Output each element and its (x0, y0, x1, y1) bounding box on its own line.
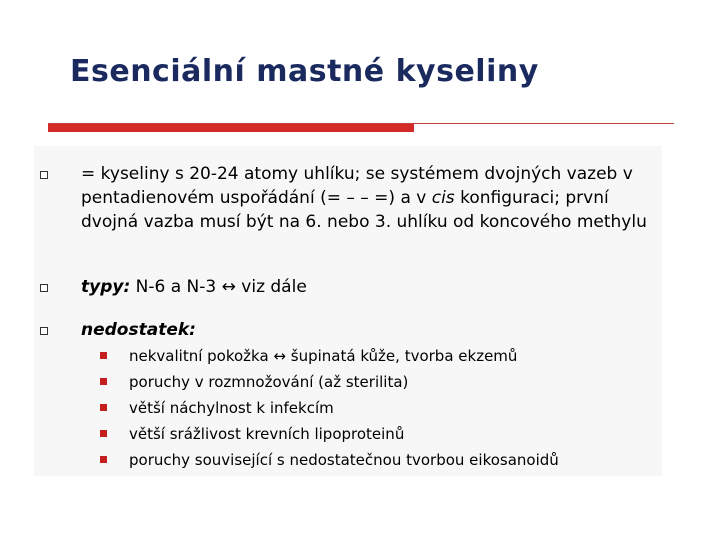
sub-list-item (94, 447, 654, 473)
sub-item-text: poruchy v rozmnožování (až sterilita) (129, 373, 409, 391)
slide-title: Esenciální mastné kyseliny (70, 54, 539, 89)
bullet-definition-text (81, 162, 656, 234)
title-divider-thick (48, 124, 414, 132)
sub-item-text: větší srážlivost krevních lipoproteinů (129, 425, 405, 443)
sub-list-item (94, 395, 654, 421)
filled-square-bullet-icon (100, 404, 107, 411)
sub-list-item (94, 343, 654, 369)
cis-term: cis (431, 188, 455, 208)
sub-item-text: poruchy související s nedostatečnou tvorbou eikosanoidů (129, 451, 559, 469)
sub-item-text: větší náchylnost k infekcím (129, 399, 334, 417)
types-value: N-6 a N-3 ↔ viz dále (130, 277, 307, 297)
definition-text-start: = kyseliny s 20-24 atomy uhlíku; se systémem dvojných vazeb v pentadienovém uspořádání (= – – =) a v (81, 164, 633, 208)
filled-square-bullet-icon (100, 378, 107, 385)
filled-square-bullet-icon (100, 456, 107, 463)
deficiency-label: nedostatek: (81, 320, 196, 340)
sub-list-item (94, 421, 654, 447)
bullet-types-text (81, 275, 656, 299)
hollow-square-bullet-icon (40, 327, 48, 335)
hollow-square-bullet-icon (40, 171, 48, 179)
bullet-deficiency-text (81, 318, 656, 342)
content-area (34, 146, 662, 476)
sub-list-item (94, 369, 654, 395)
types-label: typy: (81, 277, 131, 297)
sub-item-text: nekvalitní pokožka ↔ šupinatá kůže, tvorba ekzemů (129, 347, 518, 365)
filled-square-bullet-icon (100, 352, 107, 359)
definition-text-end: konfiguraci; první dvojná vazba musí být na 6. nebo 3. uhlíku od koncového methylu (81, 188, 647, 232)
filled-square-bullet-icon (100, 430, 107, 437)
hollow-square-bullet-icon (40, 284, 48, 292)
